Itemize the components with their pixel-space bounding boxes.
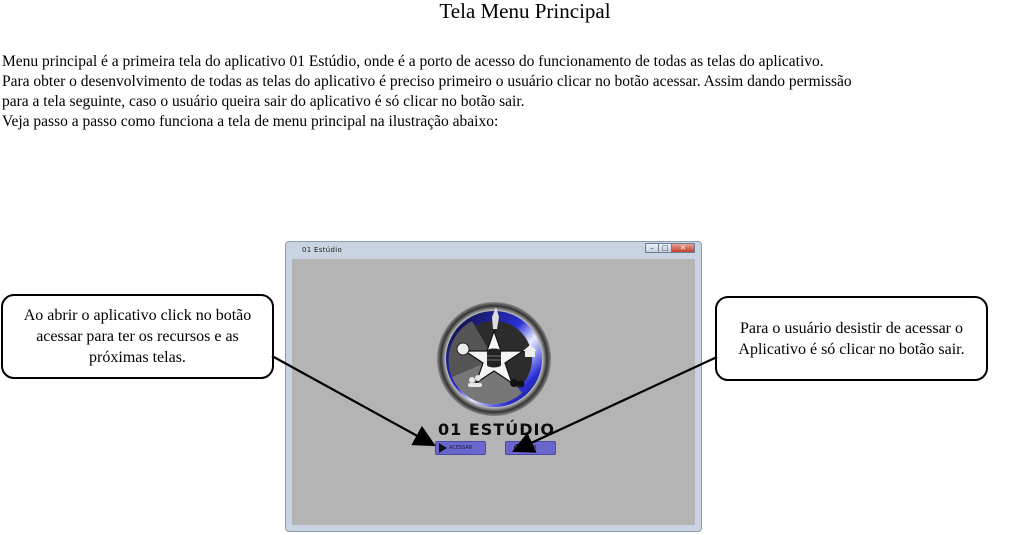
callout-line: Aplicativo é só clicar no botão sair. [738, 340, 965, 358]
callout-line: acessar para ter os recursos e as [36, 328, 239, 345]
callout-line: próximas telas. [89, 349, 186, 366]
intro-line: Veja passo a passo como funciona a tela de menu principal na ilustração abaixo: [2, 113, 499, 130]
intro-line: Para obter o desenvolvimento de todas as telas do aplicativo é preciso primeiro o usuário clicar no botão acessar. Assim dando permissão [2, 73, 852, 90]
page-title: Tela Menu Principal [439, 0, 611, 23]
acessar-button-label: ACESSAR [449, 445, 473, 451]
minimize-icon[interactable]: – [645, 243, 659, 253]
arrow-to-sair [516, 357, 717, 450]
close-icon[interactable]: ✕ [671, 243, 695, 253]
intro-line: Menu principal é a primeira tela do aplicativo 01 Estúdio, onde é a porto de acesso do funcionamento de todas as telas do aplicativo. [2, 53, 824, 70]
callout-line: Ao abrir o aplicativo click no botão [23, 307, 252, 324]
window-title: 01 Estúdio [302, 246, 343, 254]
sair-button-label: SAIR [525, 445, 537, 451]
app-name: 01 ESTÚDIO [438, 420, 556, 439]
intro-line: para a tela seguinte, caso o usuário queira sair do aplicativo é só clicar no botão sair. [2, 93, 525, 110]
maximize-icon[interactable]: □ [658, 243, 672, 253]
callout-line: Para o usuário desistir de acessar o [739, 319, 964, 337]
arrow-to-acessar [272, 356, 432, 444]
